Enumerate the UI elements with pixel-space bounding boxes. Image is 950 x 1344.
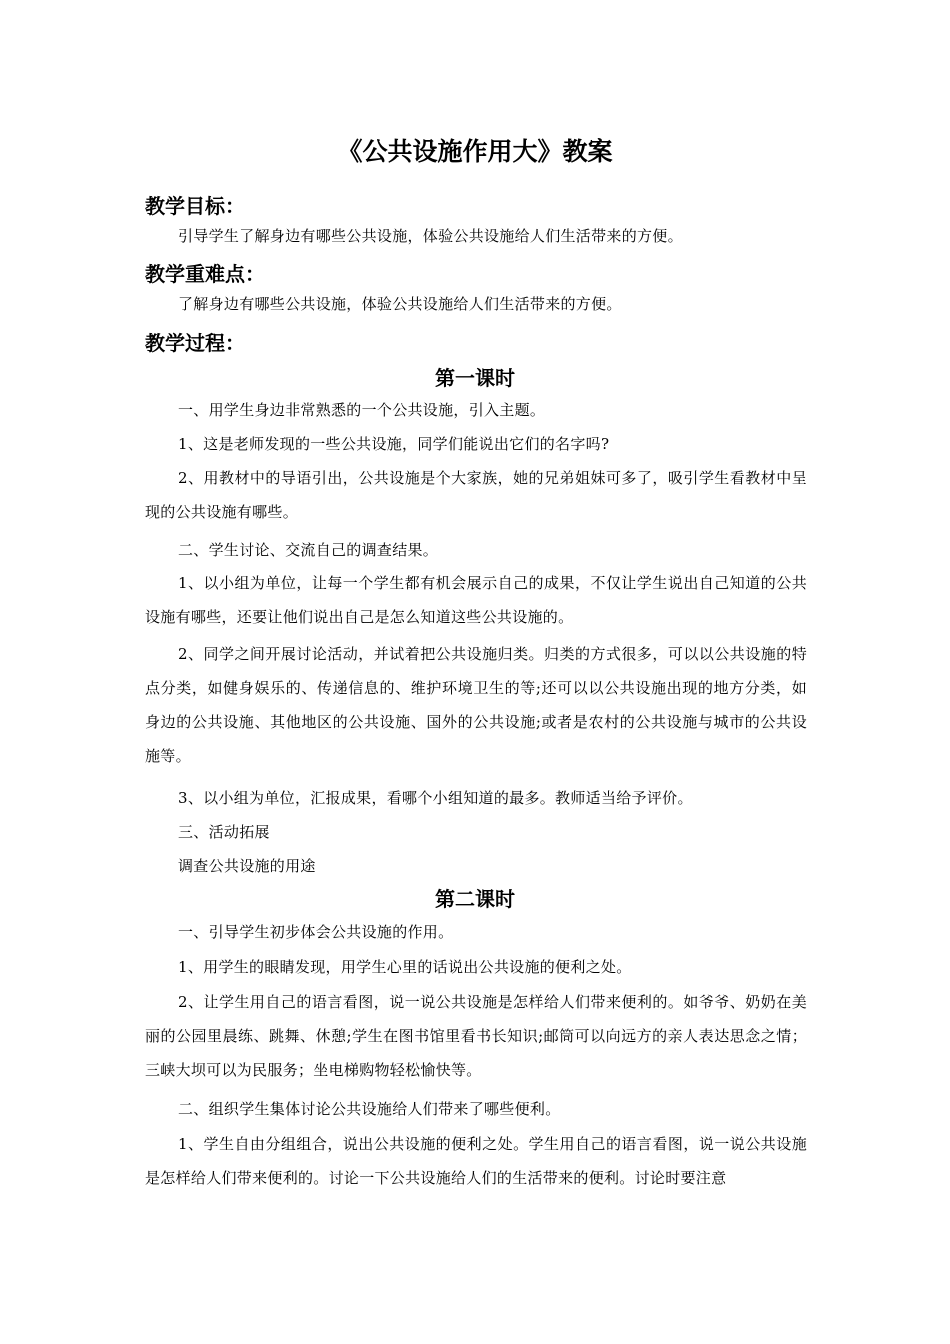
lesson2-paragraph: 2、让学生用自己的语言看图，说一说公共设施是怎样给人们带来便利的。如爷爷、奶奶在美丽的公园里晨练、跳舞、休憩;学生在图书馆里看书长知识;邮筒可以向远方的亲人表达思念之情；三峡大坝可以为民服务；坐电梯购物轻松愉快等。 (145, 993, 807, 1079)
key-points-heading: 教学重难点： (145, 262, 265, 286)
lesson2-paragraph: 1、学生自由分组组合，说出公共设施的便利之处。学生用自己的语言看图，说一说公共设施是怎样给人们带来便利的。讨论一下公共设施给人们的生活带来的便利。讨论时要注意 (145, 1135, 807, 1187)
lesson2-paragraph: 二、组织学生集体讨论公共设施给人们带来了哪些便利。 (178, 1100, 561, 1118)
lesson1-heading: 第一课时 (435, 366, 515, 390)
lesson2-paragraph: 1、用学生的眼睛发现，用学生心里的话说出公共设施的便利之处。 (178, 958, 632, 976)
objectives-heading: 教学目标： (145, 194, 245, 218)
lesson1-paragraph: 1、这是老师发现的一些公共设施，同学们能说出它们的名字吗? (178, 435, 610, 453)
process-heading: 教学过程： (145, 331, 245, 355)
lesson1-paragraph: 2、用教材中的导语引出，公共设施是个大家族，她的兄弟姐妹可多了，吸引学生看教材中呈现的公共设施有哪些。 (145, 469, 807, 521)
lesson2-heading: 第二课时 (435, 887, 515, 911)
document-title: 《公共设施作用大》教案 (337, 137, 613, 166)
lesson1-paragraph: 调查公共设施的用途 (178, 857, 316, 875)
lesson1-paragraph: 2、同学之间开展讨论活动，并试着把公共设施归类。归类的方式很多，可以以公共设施的特点分类，如健身娱乐的、传递信息的、维护环境卫生的等;还可以以公共设施出现的地方分类，如身边的公共设施、其他地区的公共设施、国外的公共设施;或者是农村的公共设施与城市的公共设施等。 (145, 645, 807, 765)
lesson1-paragraph: 三、活动拓展 (178, 823, 270, 841)
lesson1-paragraph: 二、学生讨论、交流自己的调查结果。 (178, 541, 439, 559)
key-points-text: 了解身边有哪些公共设施，体验公共设施给人们生活带来的方便。 (178, 295, 622, 313)
lesson1-paragraph: 1、以小组为单位，让每一个学生都有机会展示自己的成果，不仅让学生说出自己知道的公共设施有哪些，还要让他们说出自己是怎么知道这些公共设施的。 (145, 574, 807, 626)
lesson2-paragraph: 一、引导学生初步体会公共设施的作用。 (178, 923, 454, 941)
lesson1-paragraph: 3、以小组为单位，汇报成果，看哪个小组知道的最多。教师适当给予评价。 (178, 789, 693, 807)
lesson1-paragraph: 一、用学生身边非常熟悉的一个公共设施，引入主题。 (178, 401, 546, 419)
objectives-text: 引导学生了解身边有哪些公共设施，体验公共设施给人们生活带来的方便。 (178, 227, 683, 245)
